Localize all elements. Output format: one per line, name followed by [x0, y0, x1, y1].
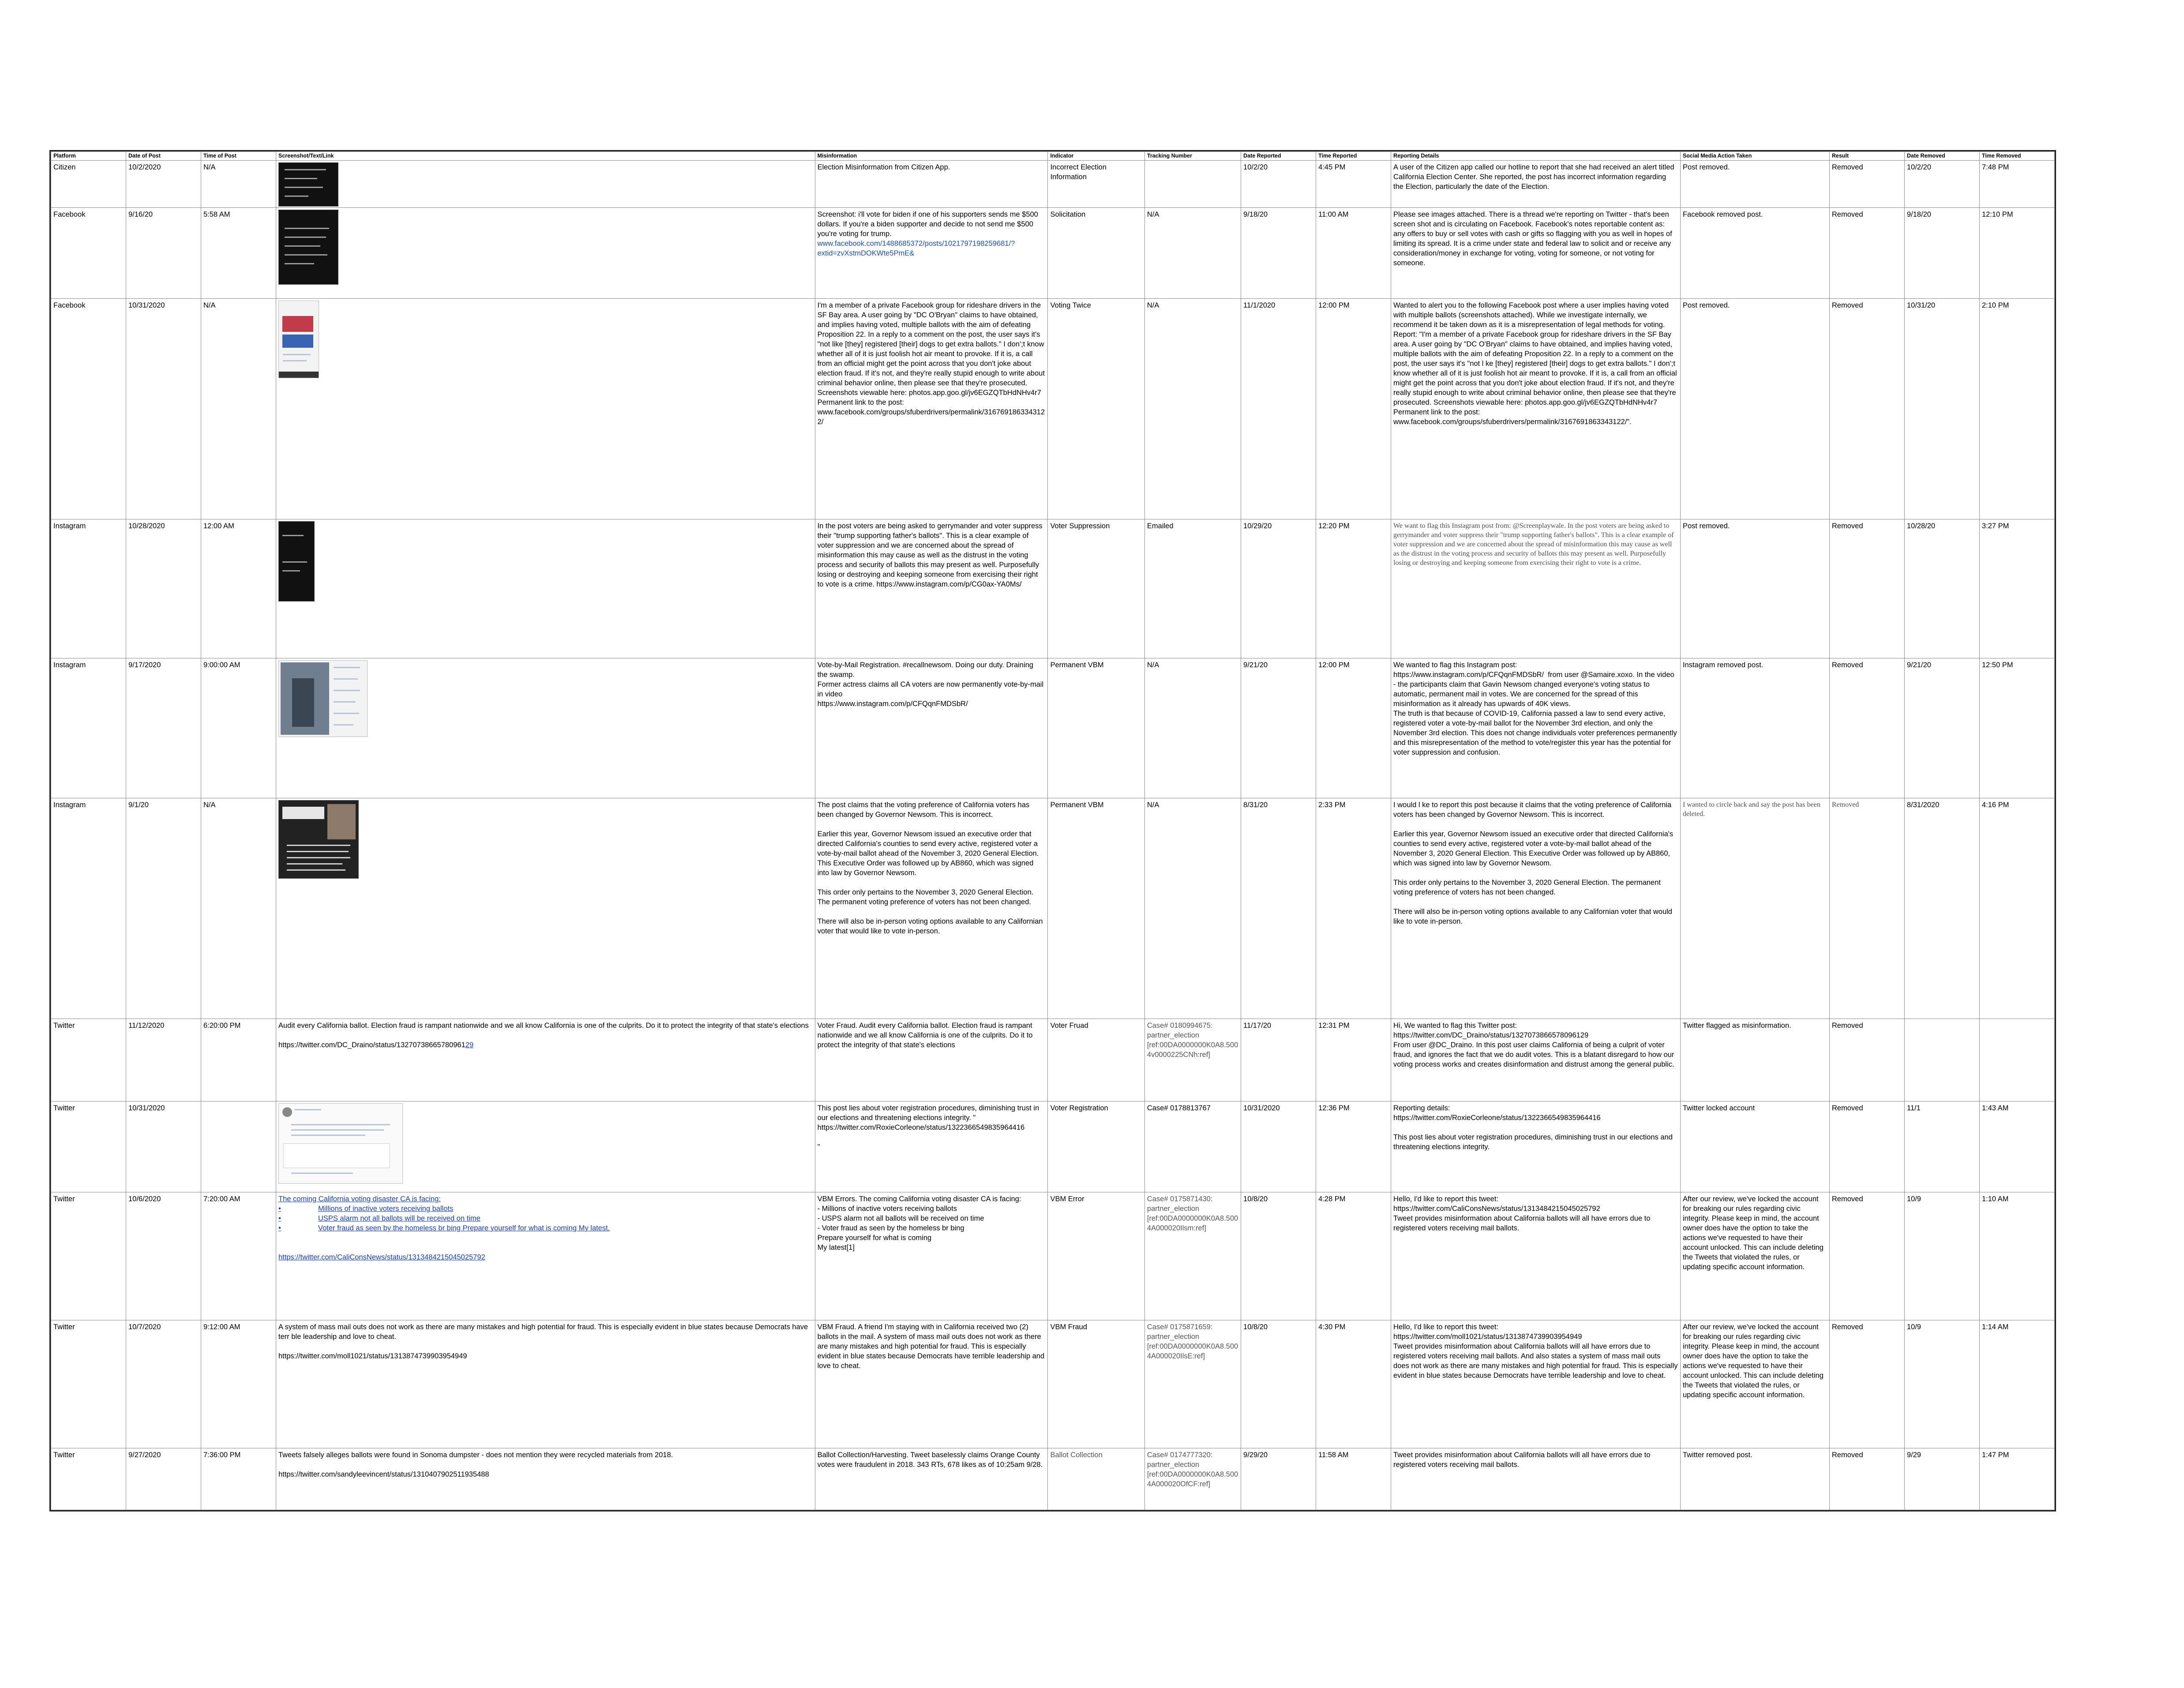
- action-cell[interactable]: Post removed.: [1680, 299, 1829, 519]
- date-removed-cell[interactable]: 9/18/20: [1904, 208, 1979, 299]
- screenshot-cell[interactable]: [276, 1448, 815, 1510]
- indicator-cell[interactable]: Voter Registration: [1048, 1102, 1145, 1192]
- time-post-cell[interactable]: N/A: [201, 798, 276, 1019]
- time-post-cell[interactable]: 7:20:00 AM: [201, 1192, 276, 1320]
- misinfo-link[interactable]: www.facebook.com/1488685372/posts/1021797198259681/?extid=zvXstmDOKWte5PmE&: [817, 240, 1015, 257]
- date-reported-cell[interactable]: 10/8/20: [1241, 1192, 1316, 1320]
- screenshot-cell[interactable]: [276, 1102, 815, 1192]
- platform-cell[interactable]: Facebook: [51, 208, 126, 299]
- indicator-cell[interactable]: Ballot Collection: [1048, 1448, 1145, 1510]
- date-removed-cell[interactable]: 11/1: [1904, 1102, 1979, 1192]
- misinfo-cell[interactable]: Vote-by-Mail Registration. #recallnewsom. Doing our duty. Draining the swamp. Former actress claims all CA voters are now permanently vote-by-mail in video https://www.instagram.com/p/CFQqnFMDSbR/: [815, 658, 1048, 798]
- tracking-cell[interactable]: Case# 0180994675: partner_election [ref:00DA0000000K0A8.5004v0000225CNh:ref]: [1145, 1019, 1241, 1102]
- result-cell[interactable]: Removed: [1829, 1192, 1904, 1320]
- screenshot-cell[interactable]: [276, 519, 815, 658]
- result-cell[interactable]: Removed: [1829, 519, 1904, 658]
- misinfo-cell[interactable]: Voter Fraud. Audit every California ballot. Election fraud is rampant nationwide and we all know California is one of the culprits. Do it to protect the integrity of that state's elections: [815, 1019, 1048, 1102]
- date-post-cell[interactable]: 10/2/2020: [126, 161, 201, 208]
- time-post-cell[interactable]: 5:58 AM: [201, 208, 276, 299]
- table-row: [51, 519, 2055, 658]
- date-reported-cell[interactable]: 11/17/20: [1241, 1019, 1316, 1102]
- time-reported-cell[interactable]: 12:31 PM: [1316, 1019, 1391, 1102]
- platform-cell[interactable]: Citizen: [51, 161, 126, 208]
- table-row: [51, 658, 2055, 798]
- misinfo-cell[interactable]: I'm a member of a private Facebook group for rideshare drivers in the SF Bay area. A user going by "DC O'Bryan" claims to have obtained, and implies having voted, multiple ballots with the aim of defeating Proposition 22. In a reply to a comment on the post, the user says it's "not like [they] registered [their] dogs to get extra ballots." I don';t know whether all of it is just foolish hot air meant to provoke. If it is, a call from an official might get the point across that you don't joke about election fraud. If it's not, and they're really stupid enough to write about criminal behavior online, then please see that they're prosecuted. Screenshots viewable here: photos.app.goo.gl/jv6EGZQTbHdNHv4r7 Permanent link to the post: www.facebook.com/groups/sfuberdrivers/permalink/3167691863343122/: [815, 299, 1048, 519]
- reports-table: [51, 151, 2055, 1510]
- screenshot-thumbnail[interactable]: [278, 800, 359, 879]
- time-post-cell[interactable]: 12:00 AM: [201, 519, 276, 658]
- time-reported-cell[interactable]: 4:45 PM: [1316, 161, 1391, 208]
- time-reported-cell[interactable]: 11:00 AM: [1316, 208, 1391, 299]
- tweet-link-main[interactable]: https://twitter.com/DC_Draino/status/13270738665780961: [278, 1041, 465, 1049]
- time-removed-cell[interactable]: 12:50 PM: [1979, 658, 2054, 798]
- tweet-link-tail[interactable]: 29: [465, 1041, 474, 1049]
- action-cell[interactable]: Twitter removed post.: [1680, 1448, 1829, 1510]
- screenshot-thumbnail[interactable]: [278, 162, 338, 207]
- date-post-cell[interactable]: 10/7/2020: [126, 1320, 201, 1448]
- misinfo-cell[interactable]: This post lies about voter registration procedures, diminishing trust in our elections and threatening elections integrity. " https://twitter.com/RoxieCorleone/status/1322366549835964416 ": [815, 1102, 1048, 1192]
- col-header[interactable]: Indicator: [1048, 152, 1145, 161]
- screenshot-cell[interactable]: [276, 1192, 815, 1320]
- screenshot-cell[interactable]: [276, 299, 815, 519]
- misinfo-text: Screenshot: i'll vote for biden if one of his supporters sends me $500 dollars. If you're a biden supporter and decide to not send me $500 you're voting for trump.: [817, 211, 1038, 238]
- col-header[interactable]: Platform: [51, 152, 126, 161]
- time-post-cell[interactable]: 6:20:00 PM: [201, 1019, 276, 1102]
- result-cell[interactable]: Removed: [1829, 1320, 1904, 1448]
- time-removed-cell[interactable]: 2:10 PM: [1979, 299, 2054, 519]
- screenshot-thumbnail[interactable]: [278, 1103, 403, 1184]
- date-post-cell[interactable]: 9/17/2020: [126, 658, 201, 798]
- platform-cell[interactable]: Facebook: [51, 299, 126, 519]
- indicator-cell[interactable]: Solicitation: [1048, 208, 1145, 299]
- time-reported-cell[interactable]: 11:58 AM: [1316, 1448, 1391, 1510]
- date-removed-cell[interactable]: 8/31/2020: [1904, 798, 1979, 1019]
- col-header[interactable]: Date Reported: [1241, 152, 1316, 161]
- date-post-cell[interactable]: 10/31/2020: [126, 1102, 201, 1192]
- tweet-bullet[interactable]: [278, 1204, 813, 1214]
- result-cell[interactable]: Removed: [1829, 798, 1904, 1019]
- misinfo-cell[interactable]: Ballot Collection/Harvesting. Tweet baselessly claims Orange County votes were fraudulent in 2018. 343 RTs, 678 likes as of 10:25am 9/28.: [815, 1448, 1048, 1510]
- time-reported-cell[interactable]: 12:00 PM: [1316, 658, 1391, 798]
- col-header[interactable]: Tracking Number: [1145, 152, 1241, 161]
- action-cell[interactable]: Twitter locked account: [1680, 1102, 1829, 1192]
- time-post-cell[interactable]: 9:12:00 AM: [201, 1320, 276, 1448]
- action-cell[interactable]: I wanted to circle back and say the post has been deleted.: [1680, 798, 1829, 1019]
- date-post-cell[interactable]: 10/31/2020: [126, 299, 201, 519]
- details-cell[interactable]: Wanted to alert you to the following Facebook post where a user implies having voted with multiple ballots (screenshots attached). While we investigate internally, we recommend it be taken down as it is a misrepresentation of legal methods for voting. Report: "I'm a member of a private Facebook group for rideshare drivers in the SF Bay area. A user going by "DC O'Bryan" claims to have obtained, and implies having voted, multiple ballots with the aim of defeating Proposition 22. In a reply to a comment on the post, the user says it's "not l ke [they] registered [their] dogs to get extra ballots." I don';t know whether all of it is just foolish hot air meant to provoke. If it is, a call from an official might get the point across that you don't joke about election fraud. If it's not, and they're really stupid enough to write about criminal behavior online, then please see that they're prosecuted. Screenshots viewable here: photos.app.goo.gl/jv6EGZQTbHdNHv4r7 Permanent link to the post: www.facebook.com/groups/sfuberdrivers/permalink/3167691863343122/".: [1391, 299, 1681, 519]
- screenshot-cell[interactable]: [276, 208, 815, 299]
- result-cell[interactable]: Removed: [1829, 658, 1904, 798]
- time-removed-cell[interactable]: 1:43 AM: [1979, 1102, 2054, 1192]
- misinfo-cell[interactable]: VBM Fraud. A friend I'm staying with in California received two (2) ballots in the mail. A system of mass mail outs does not work as there are many mistakes and high potential for fraud. This is especially evident in blue states because Democrats have terrible leadership and love to cheat.: [815, 1320, 1048, 1448]
- time-reported-cell[interactable]: 2:33 PM: [1316, 798, 1391, 1019]
- details-cell[interactable]: We wanted to flag this Instagram post: https://www.instagram.com/p/CFQqnFMDSbR/ from user @Samaire.xoxo. In the video - the participants claim that Gavin Newsom changed everyone's voting status to automatic, permanent mail in votes. We are concerned for the spread of this misinformation as it already has upwards of 40K views. The truth is that because of COVID-19, California passed a law to send every active, registered voter a vote-by-mail ballot for the November 3rd election, and only the November 3rd election. This does not change individuals voter preferences permanently and this misrepresentation of the method to vote/register this year has the potential for voter suppression and confusion.: [1391, 658, 1681, 798]
- misinfo-cell[interactable]: In the post voters are being asked to gerrymander and voter suppress their "trump supporting father's ballots". This is a clear example of voter suppression and we are concerned about the spread of misinformation this may cause as well as the distrust in the voting process and security of ballots this may present as well. Purposefully losing or destroying and keeping someone from exercising their right to vote is a crime. https://www.instagram.com/p/CG0ax-YA0Ms/: [815, 519, 1048, 658]
- table-row: [51, 299, 2055, 519]
- date-reported-cell[interactable]: 9/21/20: [1241, 658, 1316, 798]
- date-removed-cell[interactable]: 10/9: [1904, 1320, 1979, 1448]
- table-row: [51, 1448, 2055, 1510]
- date-reported-cell[interactable]: 10/29/20: [1241, 519, 1316, 658]
- date-reported-cell[interactable]: 9/29/20: [1241, 1448, 1316, 1510]
- indicator-cell[interactable]: Incorrect Election Information: [1048, 161, 1145, 208]
- table-row: [51, 161, 2055, 208]
- date-post-cell[interactable]: 9/27/2020: [126, 1448, 201, 1510]
- result-cell[interactable]: Removed: [1829, 161, 1904, 208]
- col-header[interactable]: Date of Post: [126, 152, 201, 161]
- tracking-cell[interactable]: N/A: [1145, 798, 1241, 1019]
- table-row: [51, 208, 2055, 299]
- details-cell[interactable]: Hello, I'd like to report this tweet: https://twitter.com/moll1021/status/1313874739903954949 Tweet provides misinformation about California ballots will all have errors due to registered voters receiving mail ballots. And also states a system of mass mail outs does not work as there are many mistakes and high potential for fraud. This is especially evident in blue states because Democrats have terrible leadership and love to cheat.: [1391, 1320, 1681, 1448]
- col-header[interactable]: Reporting Details: [1391, 152, 1681, 161]
- date-reported-cell[interactable]: 10/31/2020: [1241, 1102, 1316, 1192]
- screenshot-thumbnail[interactable]: [278, 210, 338, 285]
- details-cell[interactable]: Please see images attached. There is a thread we're reporting on Twitter - that's been screen shot and is circulating on Facebook. Facebook's notes reportable content as: any offers to buy or sell votes with cash or gifts so flagging with you as well in hopes of limiting its spread. It is a crime under state and federal law to solicit and or receive any consideration/money in exchange for voting, voting for someone, or not voting for someone.: [1391, 208, 1681, 299]
- action-cell[interactable]: Instagram removed post.: [1680, 658, 1829, 798]
- tweet-text: Audit every California ballot. Election fraud is rampant nationwide and we all know California is one of the culprits. Do it to protect the integrity of that state's elections: [278, 1022, 809, 1030]
- details-cell[interactable]: Tweet provides misinformation about California ballots will all have errors due to registered voters receiving mail ballots.: [1391, 1448, 1681, 1510]
- col-header[interactable]: Result: [1829, 152, 1904, 161]
- screenshot-cell[interactable]: [276, 161, 815, 208]
- time-removed-cell[interactable]: 1:47 PM: [1979, 1448, 2054, 1510]
- col-header[interactable]: Social Media Action Taken: [1680, 152, 1829, 161]
- bullet-text[interactable]: Voter fraud as seen by the homeless br bing Prepare yourself for what is coming My latest.: [318, 1224, 610, 1232]
- indicator-cell[interactable]: Permanent VBM: [1048, 798, 1145, 1019]
- time-post-cell[interactable]: N/A: [201, 161, 276, 208]
- date-reported-cell[interactable]: 10/8/20: [1241, 1320, 1316, 1448]
- time-reported-cell[interactable]: 4:28 PM: [1316, 1192, 1391, 1320]
- screenshot-thumbnail[interactable]: [278, 301, 319, 378]
- date-post-cell[interactable]: 11/12/2020: [126, 1019, 201, 1102]
- date-post-cell[interactable]: 9/16/20: [126, 208, 201, 299]
- time-removed-cell[interactable]: [1979, 1019, 2054, 1102]
- col-header[interactable]: Date Removed: [1904, 152, 1979, 161]
- indicator-cell[interactable]: Permanent VBM: [1048, 658, 1145, 798]
- screenshot-thumbnail[interactable]: [278, 521, 315, 602]
- tweet-link[interactable]: https://twitter.com/moll1021/status/1313874739903954949: [278, 1352, 467, 1360]
- table-row: [51, 1019, 2055, 1102]
- details-cell[interactable]: Hello, I'd like to report this tweet: https://twitter.com/CaliConsNews/status/1313484215045025792 Tweet provides misinformation about California ballots will all have errors due to registered voters receiving mail ballots.: [1391, 1192, 1681, 1320]
- platform-cell[interactable]: Instagram: [51, 658, 126, 798]
- spreadsheet: [49, 150, 2056, 1511]
- time-post-cell[interactable]: 7:36:00 PM: [201, 1448, 276, 1510]
- platform-cell[interactable]: Twitter: [51, 1102, 126, 1192]
- action-cell[interactable]: After our review, we've locked the account for breaking our rules regarding civic integrity. Please keep in mind, the account owner does have the option to take the actions we've requested to have their account unlocked. This can include deleting the Tweets that violated the rules, or updating specific account information.: [1680, 1320, 1829, 1448]
- col-header[interactable]: Misinformation: [815, 152, 1048, 161]
- col-header[interactable]: Time Reported: [1316, 152, 1391, 161]
- indicator-cell[interactable]: Voting Twice: [1048, 299, 1145, 519]
- screenshot-cell[interactable]: [276, 658, 815, 798]
- tweet-heading-link[interactable]: The coming California voting disaster CA is facing:: [278, 1195, 441, 1203]
- bullet-text[interactable]: Millions of inactive voters receiving ballots: [318, 1205, 454, 1213]
- details-cell[interactable]: A user of the Citizen app called our hotline to report that she had received an alert titled California Election Center. She reported, the post has incorrect information regarding the Election, particularly the date of the Election.: [1391, 161, 1681, 208]
- misinfo-cell[interactable]: VBM Errors. The coming California voting disaster CA is facing: - Millions of inactive voters receiving ballots - USPS alarm not all ballots will be received on time - Voter fraud as seen by the homeless br bing Prepare yourself for what is coming My latest[1]: [815, 1192, 1048, 1320]
- misinfo-cell[interactable]: [815, 208, 1048, 299]
- time-post-cell[interactable]: [201, 1102, 276, 1192]
- table-row: [51, 1192, 2055, 1320]
- table-row: [51, 798, 2055, 1019]
- tracking-cell[interactable]: [1145, 161, 1241, 208]
- misinfo-cell[interactable]: Election Misinformation from Citizen App.: [815, 161, 1048, 208]
- misinfo-cell[interactable]: The post claims that the voting preference of California voters has been changed by Governor Newsom. This is incorrect. Earlier this year, Governor Newsom issued an executive order that directed California's counties to send every active, registered voter a vote-by-mail ballot ahead of the November 3, 2020 General Election. This Executive Order was followed up by AB860, which was signed into law by Governor Newsom. This order only pertains to the November 3, 2020 General Election. The permanent voting preference of voters has not been changed. There will also be in-person voting options available to any Californian voter that would like to vote in-person.: [815, 798, 1048, 1019]
- date-post-cell[interactable]: 10/28/2020: [126, 519, 201, 658]
- col-header[interactable]: Screenshot/Text/Link: [276, 152, 815, 161]
- platform-cell[interactable]: Twitter: [51, 1448, 126, 1510]
- action-cell[interactable]: Twitter flagged as misinformation.: [1680, 1019, 1829, 1102]
- action-cell[interactable]: Post removed.: [1680, 519, 1829, 658]
- tracking-cell[interactable]: Case# 0175871659: partner_election [ref:00DA0000000K0A8.5004A000020IlsE:ref]: [1145, 1320, 1241, 1448]
- action-cell[interactable]: After our review, we've locked the account for breaking our rules regarding civic integrity. Please keep in mind, the account owner does have the option to take the actions we've requested to have their account unlocked. This can include deleting the Tweets that violated the rules, or updating specific account information.: [1680, 1192, 1829, 1320]
- tweet-text: A system of mass mail outs does not work as there are many mistakes and high potential for fraud. This is especially evident in blue states because Democrats have terr ble leadership and love to cheat.: [278, 1323, 808, 1341]
- time-reported-cell[interactable]: 12:36 PM: [1316, 1102, 1391, 1192]
- platform-cell[interactable]: Twitter: [51, 1320, 126, 1448]
- date-reported-cell[interactable]: 11/1/2020: [1241, 299, 1316, 519]
- date-removed-cell[interactable]: 9/21/20: [1904, 658, 1979, 798]
- tweet-text: Tweets falsely alleges ballots were found in Sonoma dumpster - does not mention they were recycled materials from 2018.: [278, 1451, 673, 1459]
- time-reported-cell[interactable]: 12:20 PM: [1316, 519, 1391, 658]
- time-post-cell[interactable]: 9:00:00 AM: [201, 658, 276, 798]
- date-removed-cell[interactable]: 10/9: [1904, 1192, 1979, 1320]
- details-cell[interactable]: Hi, We wanted to flag this Twitter post: https://twitter.com/DC_Draino/status/1327073866578096129 From user @DC_Draino. In this post user claims California of being a culprit of voter fraud, and ignores the fact that we do audit votes. This is a blatant disregard to how our voting process works and creates disinformation and distrust among the general public.: [1391, 1019, 1681, 1102]
- bullet-text[interactable]: USPS alarm not all ballots will be received on time: [318, 1214, 480, 1222]
- action-cell[interactable]: Facebook removed post.: [1680, 208, 1829, 299]
- time-reported-cell[interactable]: 12:00 PM: [1316, 299, 1391, 519]
- tracking-cell[interactable]: N/A: [1145, 299, 1241, 519]
- date-removed-cell[interactable]: 9/29: [1904, 1448, 1979, 1510]
- action-cell[interactable]: Post removed.: [1680, 161, 1829, 208]
- date-post-cell[interactable]: 9/1/20: [126, 798, 201, 1019]
- platform-cell[interactable]: Twitter: [51, 1019, 126, 1102]
- indicator-cell[interactable]: Voter Fruad: [1048, 1019, 1145, 1102]
- header-row: [51, 152, 2055, 161]
- indicator-cell[interactable]: VBM Error: [1048, 1192, 1145, 1320]
- platform-cell[interactable]: Instagram: [51, 798, 126, 1019]
- time-removed-cell[interactable]: 3:27 PM: [1979, 519, 2054, 658]
- table-row: [51, 1102, 2055, 1192]
- platform-cell[interactable]: Instagram: [51, 519, 126, 658]
- tracking-cell[interactable]: N/A: [1145, 208, 1241, 299]
- date-reported-cell[interactable]: 10/2/20: [1241, 161, 1316, 208]
- result-cell[interactable]: Removed: [1829, 208, 1904, 299]
- tracking-cell[interactable]: Case# 0178813767: [1145, 1102, 1241, 1192]
- table-row: [51, 1320, 2055, 1448]
- time-post-cell[interactable]: N/A: [201, 299, 276, 519]
- indicator-cell[interactable]: VBM Fraud: [1048, 1320, 1145, 1448]
- bullet-mark: •: [278, 1205, 281, 1213]
- bullet-mark: •: [278, 1214, 281, 1222]
- tweet-bullet[interactable]: [278, 1214, 813, 1223]
- date-removed-cell[interactable]: 10/28/20: [1904, 519, 1979, 658]
- tracking-cell[interactable]: Emailed: [1145, 519, 1241, 658]
- date-post-cell[interactable]: 10/6/2020: [126, 1192, 201, 1320]
- date-reported-cell[interactable]: 8/31/20: [1241, 798, 1316, 1019]
- bullet-mark: •: [278, 1224, 281, 1232]
- result-cell[interactable]: Removed: [1829, 299, 1904, 519]
- time-removed-cell[interactable]: 4:16 PM: [1979, 798, 2054, 1019]
- screenshot-cell[interactable]: [276, 1019, 815, 1102]
- date-removed-cell[interactable]: 10/2/20: [1904, 161, 1979, 208]
- date-removed-cell[interactable]: 10/31/20: [1904, 299, 1979, 519]
- date-reported-cell[interactable]: 9/18/20: [1241, 208, 1316, 299]
- result-cell[interactable]: Removed: [1829, 1448, 1904, 1510]
- screenshot-thumbnail[interactable]: [278, 660, 368, 737]
- details-cell[interactable]: We want to flag this Instagram post from: @Screenplaywale. In the post voters are being asked to gerrymander and voter suppress their "trump supporting father's ballots". This is a clear example of voter suppression and we are concerned about the spread of misinformation this may cause as well as the distrust in the voting process and security of ballots this may present as well. Purposefully losing or destroying and keeping someone from exercising their right to vote is a crime.: [1391, 519, 1681, 658]
- tracking-cell[interactable]: Case# 0174777320: partner_election [ref:00DA0000000K0A8.5004A000020OfCF:ref]: [1145, 1448, 1241, 1510]
- details-cell[interactable]: I would l ke to report this post because it claims that the voting preference of California voters has been changed by Governor Newsom. This is incorrect. Earlier this year, Governor Newsom issued an executive order that directed California's counties to send every active, registered voter a vote-by-mail ballot ahead of the November 3, 2020 General Election. This Executive Order was followed up by AB860, which was signed into law by Governor Newsom. This order only pertains to the November 3, 2020 General Election. The permanent voting preference of voters has not been changed. There will also be in-person voting options available to any Californian voter that would like to vote in-person.: [1391, 798, 1681, 1019]
- time-removed-cell[interactable]: 1:10 AM: [1979, 1192, 2054, 1320]
- tweet-bullet[interactable]: [278, 1223, 813, 1233]
- screenshot-cell[interactable]: [276, 798, 815, 1019]
- time-removed-cell[interactable]: 7:48 PM: [1979, 161, 2054, 208]
- screenshot-cell[interactable]: [276, 1320, 815, 1448]
- platform-cell[interactable]: Twitter: [51, 1192, 126, 1320]
- tweet-link[interactable]: https://twitter.com/sandyleevincent/status/1310407902511935488: [278, 1470, 489, 1478]
- result-cell[interactable]: Removed: [1829, 1019, 1904, 1102]
- tracking-cell[interactable]: Case# 0175871430: partner_election [ref:00DA0000000K0A8.5004A000020Ilsm:ref]: [1145, 1192, 1241, 1320]
- tracking-cell[interactable]: N/A: [1145, 658, 1241, 798]
- details-cell[interactable]: Reporting details: https://twitter.com/RoxieCorleone/status/1322366549835964416 This post lies about voter registration procedures, diminishing trust in our elections and threatening elections integrity.: [1391, 1102, 1681, 1192]
- indicator-cell[interactable]: Voter Suppression: [1048, 519, 1145, 658]
- col-header[interactable]: Time of Post: [201, 152, 276, 161]
- result-cell[interactable]: Removed: [1829, 1102, 1904, 1192]
- date-removed-cell[interactable]: [1904, 1019, 1979, 1102]
- time-reported-cell[interactable]: 4:30 PM: [1316, 1320, 1391, 1448]
- time-removed-cell[interactable]: 1:14 AM: [1979, 1320, 2054, 1448]
- tweet-link[interactable]: [278, 1041, 473, 1049]
- col-header[interactable]: Time Removed: [1979, 152, 2054, 161]
- time-removed-cell[interactable]: 12:10 PM: [1979, 208, 2054, 299]
- tweet-link[interactable]: https://twitter.com/CaliConsNews/status/1313484215045025792: [278, 1253, 485, 1261]
